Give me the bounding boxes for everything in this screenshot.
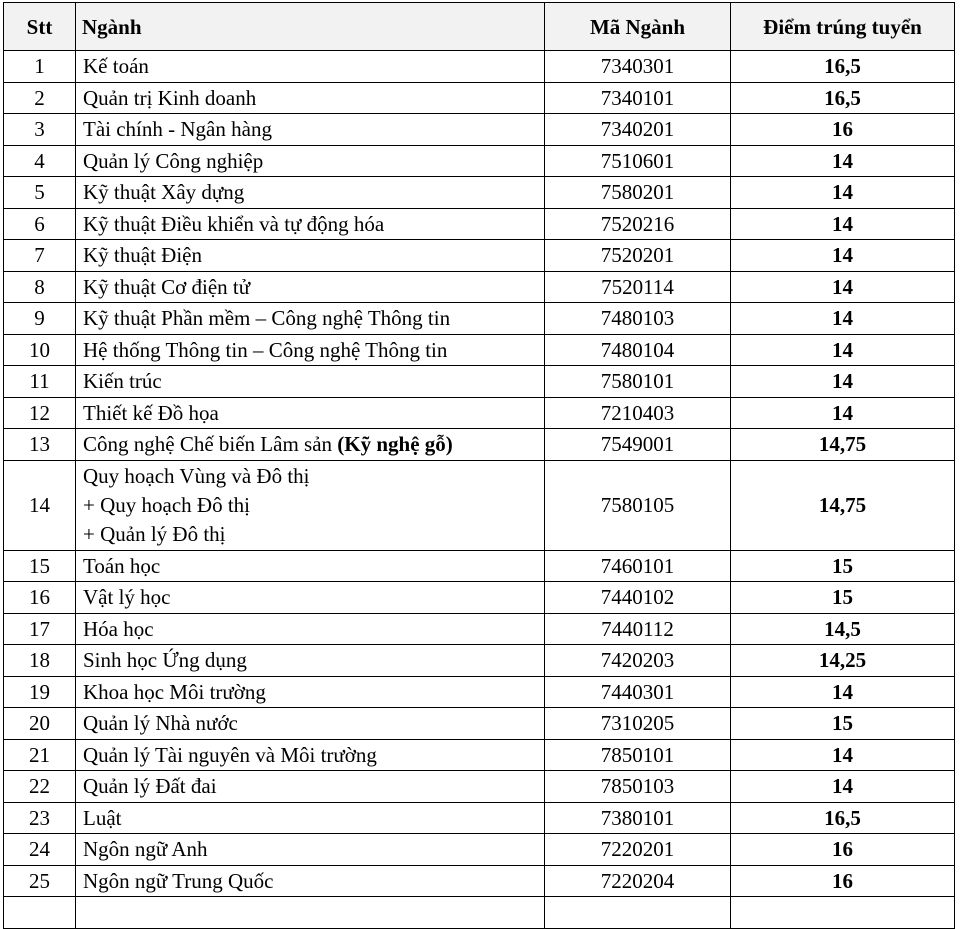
row-score: 14: [731, 739, 955, 771]
row-major-code: 7340101: [545, 82, 731, 114]
header-admission-score: Điểm trúng tuyển: [731, 3, 955, 51]
row-major-code: 7850103: [545, 771, 731, 803]
row-score: 14: [731, 397, 955, 429]
row-stt: 4: [4, 145, 76, 177]
row-score: 14: [731, 771, 955, 803]
row-major-name: Kỹ thuật Phần mềm – Công nghệ Thông tin: [76, 303, 545, 335]
row-score: 16: [731, 865, 955, 897]
row-score: 14: [731, 271, 955, 303]
table-row: [4, 739, 955, 771]
table-body: [4, 51, 955, 929]
row-major-code: 7520216: [545, 208, 731, 240]
row-major-name: Kỹ thuật Điều khiển và tự động hóa: [76, 208, 545, 240]
admission-score-table: [3, 2, 955, 929]
row-score: 14: [731, 240, 955, 272]
row-stt: 10: [4, 334, 76, 366]
row-score: 14: [731, 334, 955, 366]
row-stt: 25: [4, 865, 76, 897]
row-score: 14,75: [731, 429, 955, 461]
table-row: [4, 865, 955, 897]
header-major-name: Ngành: [76, 3, 545, 51]
row-major-code: 7210403: [545, 397, 731, 429]
row-major-code: 7420203: [545, 645, 731, 677]
row-major-name: Quản trị Kinh doanh: [76, 82, 545, 114]
row-major-name: Kế toán: [76, 51, 545, 83]
table-header-row: [4, 3, 955, 51]
row-score: 15: [731, 708, 955, 740]
table-row: [4, 676, 955, 708]
row-major-code: 7380101: [545, 802, 731, 834]
row-major-name: Quản lý Đất đai: [76, 771, 545, 803]
table-row: [4, 645, 955, 677]
row-major-code: 7440301: [545, 676, 731, 708]
row-major-code: 7460101: [545, 550, 731, 582]
row-stt: 22: [4, 771, 76, 803]
row-score: 14,75: [731, 460, 955, 550]
row-score: 14: [731, 145, 955, 177]
row-major-code: 7480103: [545, 303, 731, 335]
row-score: 16: [731, 114, 955, 146]
row-major-code: 7220201: [545, 834, 731, 866]
table-row: [4, 303, 955, 335]
header-stt: Stt: [4, 3, 76, 51]
table-row: [4, 397, 955, 429]
row-major-name: Khoa học Môi trường: [76, 676, 545, 708]
row-major-name: Luật: [76, 802, 545, 834]
row-major-code: 7850101: [545, 739, 731, 771]
row-major-name: Sinh học Ứng dụng: [76, 645, 545, 677]
row-major-code: 7340301: [545, 51, 731, 83]
row-major-code: 7520201: [545, 240, 731, 272]
row-score: 16,5: [731, 51, 955, 83]
row-major-code: 7440112: [545, 613, 731, 645]
row-score: 14: [731, 676, 955, 708]
table-row: [4, 802, 955, 834]
table-row: [4, 271, 955, 303]
row-major-name: Thiết kế Đồ họa: [76, 397, 545, 429]
row-major-code: 7440102: [545, 582, 731, 614]
row-major-name: Quản lý Tài nguyên và Môi trường: [76, 739, 545, 771]
row-stt: 17: [4, 613, 76, 645]
table-row: [4, 460, 955, 550]
row-stt: 9: [4, 303, 76, 335]
table-row: [4, 366, 955, 398]
table-row: [4, 240, 955, 272]
row-stt: 16: [4, 582, 76, 614]
row-score: 15: [731, 550, 955, 582]
row-score: 14: [731, 208, 955, 240]
row-major-name-text: Công nghệ Chế biến Lâm sản: [83, 432, 333, 457]
row-stt: 2: [4, 82, 76, 114]
row-score: 16: [731, 834, 955, 866]
row-stt: 24: [4, 834, 76, 866]
row-major-name: Kỹ thuật Điện: [76, 240, 545, 272]
table-row: [4, 177, 955, 209]
row-score: 14: [731, 177, 955, 209]
row-major-name: [76, 460, 545, 550]
row-major-name-sub: + Quản lý Đô thị: [83, 521, 226, 546]
row-major-name-main: Quy hoạch Vùng và Đô thị: [83, 463, 310, 488]
row-major-name: Quản lý Nhà nước: [76, 708, 545, 740]
row-major-name: Hóa học: [76, 613, 545, 645]
row-score: 14,5: [731, 613, 955, 645]
row-major-code: 7580105: [545, 460, 731, 550]
table-row: [4, 834, 955, 866]
table-row: [4, 613, 955, 645]
row-major-name: Ngôn ngữ Trung Quốc: [76, 865, 545, 897]
row-stt: 20: [4, 708, 76, 740]
row-major-name: Toán học: [76, 550, 545, 582]
row-score: 15: [731, 582, 955, 614]
row-major-code: 7580201: [545, 177, 731, 209]
row-stt: 12: [4, 397, 76, 429]
row-stt: 21: [4, 739, 76, 771]
table-row: [4, 208, 955, 240]
table-row: [4, 582, 955, 614]
row-stt: 23: [4, 802, 76, 834]
row-stt: 3: [4, 114, 76, 146]
row-score: 16,5: [731, 82, 955, 114]
row-stt: 6: [4, 208, 76, 240]
row-major-code: 7480104: [545, 334, 731, 366]
table-row: [4, 114, 955, 146]
row-major-code: 7340201: [545, 114, 731, 146]
row-major-name: Quản lý Công nghiệp: [76, 145, 545, 177]
row-major-name: Ngôn ngữ Anh: [76, 834, 545, 866]
row-score: 16,5: [731, 802, 955, 834]
row-stt: 19: [4, 676, 76, 708]
row-stt: 15: [4, 550, 76, 582]
row-major-name: Vật lý học: [76, 582, 545, 614]
row-major-name-bold-note: (Kỹ nghệ gỗ): [337, 432, 453, 457]
table-row: [4, 708, 955, 740]
row-major-code: 7520114: [545, 271, 731, 303]
row-major-name: Tài chính - Ngân hàng: [76, 114, 545, 146]
row-major-name: Hệ thống Thông tin – Công nghệ Thông tin: [76, 334, 545, 366]
row-stt: 11: [4, 366, 76, 398]
table-row: [4, 51, 955, 83]
row-major-code: 7580101: [545, 366, 731, 398]
header-major-code: Mã Ngành: [545, 3, 731, 51]
row-stt: 8: [4, 271, 76, 303]
row-major-name: Kiến trúc: [76, 366, 545, 398]
row-major-code: 7549001: [545, 429, 731, 461]
row-major-code: 7510601: [545, 145, 731, 177]
table-row: [4, 82, 955, 114]
table-row-partial: [4, 897, 955, 929]
row-stt: 18: [4, 645, 76, 677]
row-stt: 5: [4, 177, 76, 209]
row-stt: 14: [4, 460, 76, 550]
table-row: [4, 771, 955, 803]
row-stt: 1: [4, 51, 76, 83]
row-major-code: 7220204: [545, 865, 731, 897]
row-score: 14: [731, 303, 955, 335]
row-major-name-sub: + Quy hoạch Đô thị: [83, 492, 250, 517]
row-major-code: 7310205: [545, 708, 731, 740]
row-score: 14: [731, 366, 955, 398]
row-score: 14,25: [731, 645, 955, 677]
row-stt: 13: [4, 429, 76, 461]
table-row: [4, 145, 955, 177]
table-row: [4, 429, 955, 461]
row-stt: 7: [4, 240, 76, 272]
row-major-name: Kỹ thuật Xây dựng: [76, 177, 545, 209]
row-major-name: Kỹ thuật Cơ điện tử: [76, 271, 545, 303]
row-major-name: [76, 429, 545, 461]
table-row: [4, 334, 955, 366]
table-row: [4, 550, 955, 582]
